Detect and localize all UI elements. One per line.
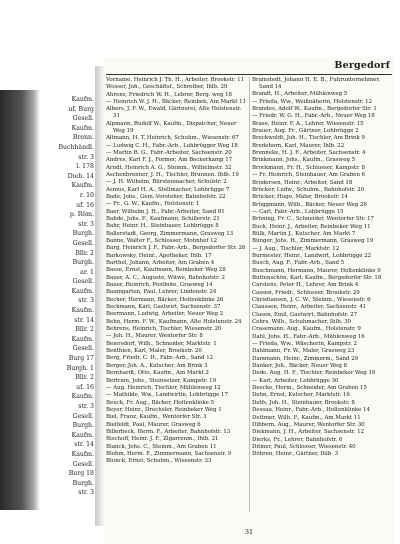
directory-entry: Brücker, Hugo, Maler, Brookstr. 14	[252, 194, 348, 201]
directory-entry: Breckwoldt, Joh. H., Tischler, Am Brink 9	[252, 135, 365, 142]
directory-entry: Beiersdorf, Wilh., Schneider, Marktstr. 1	[106, 340, 217, 347]
directory-entry: Brandes, Adolf W., Kaufm., Bergedorfer Str. 1	[252, 106, 377, 113]
fragment-line: str. 3	[78, 489, 94, 497]
directory-entry: Bülk, Martin J., Kutscher, Am Markt 7	[252, 230, 356, 237]
directory-entry: Dammann, Heinr., Zimmerm., Sand 29	[252, 355, 359, 362]
fragment-line: Kaufm.	[71, 450, 94, 458]
fragment-line: Kaufm.	[71, 96, 94, 103]
directory-entry: Barg, Heinrich J. F., Fabr.-Arb., Bergedorfer Str. 26	[106, 245, 246, 252]
directory-entry: Christiansen, J. C. W., Steinm., Wiesenstr. 6	[252, 297, 371, 304]
directory-page	[104, 58, 394, 544]
fragment-line: Kaufm.	[71, 335, 94, 343]
fragment-line: Dieb. 14	[67, 172, 94, 180]
fragment-line: Kaufm.	[71, 393, 94, 401]
directory-entry: Blanck, Johs. C., Steinm., Am Graben 11	[106, 443, 217, 450]
scan-shadow	[0, 90, 40, 510]
directory-entry: Billerbeck, Herm. F., Arbeiter, Bahnhofstr. 13	[106, 428, 231, 435]
directory-entry: Dibbern, Aug., Maurer, Wentorfer Str. 30	[252, 421, 365, 428]
fragment-line: Burgh.	[72, 259, 94, 267]
directory-entry: Barkowsky, Heinr., Apotheker, Ihlb. 17	[106, 252, 212, 259]
fragment-line: Kaufm.	[71, 287, 94, 295]
fragment-line: str. 3	[78, 220, 94, 228]
fragment-line: Burgh.	[72, 422, 94, 430]
fragment-line: uf. 16	[76, 201, 94, 209]
left-column	[106, 77, 248, 517]
directory-entry: Clasen, Emil, Gastwirt, Bahnhofstr. 27	[252, 311, 358, 318]
directory-entry: Döhren, Heinr., Gärtner, Ihlb. 3	[252, 451, 339, 458]
fragment-line: ar. 1	[80, 268, 94, 276]
fragment-line: Bllr. 2	[75, 374, 94, 382]
directory-entry: Ballerstadt, Georg, Zimmermann, Grasweg 13	[106, 230, 234, 237]
fragment-line: Burgh.	[72, 479, 94, 487]
directory-entry: — Fr. Heinrich, Steinhauer, Am Graben 6	[252, 172, 365, 179]
directory-entry: — Joh. H., Maurer, Wentorfer Str. 8	[106, 333, 203, 340]
directory-entry: Claussen, Heinr., Arbeiter, Sachsenstr. 41	[252, 304, 367, 311]
directory-entry: Cohrs, Wilh., Schuhmacher, Ihlb. 30	[252, 319, 351, 326]
directory-entry: Bielfeldt, Paul, Maurer, Grasweg 6	[106, 421, 201, 428]
adjacent-page-fragment	[40, 95, 96, 505]
directory-entry: Carstens, Peter H., Lehrer, Am Brink 4	[252, 282, 359, 289]
directory-entry: — Frieda, Ww., Wäscherin, Kampstr. 2	[252, 341, 357, 348]
directory-entry: — Ludwig C. H., Fabr.-Arb., Lohbrügger Weg 18	[106, 142, 238, 149]
directory-entry: Barthel, Johann, Arbeiter, Am Graben 4	[106, 260, 215, 266]
directory-entry: Brodersen, Heinr., Arbeiter, Sand 18	[252, 179, 353, 186]
fragment-line: Bllr. 2	[75, 326, 94, 334]
directory-entry: — Carl, Fabr.-Arb., Lohbrügge 15	[252, 208, 344, 215]
directory-entry: Blunck, Ernst, Schuhm., Wiesenstr. 33	[106, 458, 212, 465]
directory-entry: Bahr, Heinr. H., Steinhauer, Lohbrügge 8	[106, 223, 219, 230]
directory-entry: — Friedr. W. G. H., Fabr.-Arb., Neuer Weg 18	[252, 113, 375, 120]
header-rule	[106, 74, 392, 75]
directory-entry: Buttenschön, Karl, Kaufm., Bergedorfer Str. 18	[252, 274, 382, 281]
fragment-line: p. Röm.	[69, 211, 94, 219]
column-divider	[249, 77, 250, 512]
directory-entry: Bahde, Johs. F., Kaufmann, Schillerstr. 21	[106, 215, 220, 222]
fragment-line: Kaufm.	[71, 307, 94, 315]
directory-entry: Bauer, A. C., Auguste, Witwe, Bahnhofstr. 2	[106, 274, 225, 281]
fragment-line: uf. Burg	[68, 105, 94, 113]
directory-entry: Dierks, Fr., Lehrer, Bahnhofstr. 6	[252, 436, 343, 443]
fragment-line: Gesell.	[72, 239, 94, 247]
directory-entry: Becker, Hermann, Bäcker, Holtenklinke 26	[106, 296, 224, 303]
fragment-line: Kaufm.	[71, 431, 94, 439]
fragment-line: Gesell.	[72, 412, 94, 420]
directory-entry: — J. Aug., Tischler, Marktstr. 12	[252, 245, 340, 252]
directory-entry: Bramstedt, Johann H. E. B., Fuhrunternehmer, Sand 14	[252, 77, 381, 91]
directory-entry: Bauer, Heinrich, Postbote, Grasweg 14	[106, 282, 213, 289]
directory-entry: Arndt, Heinrich A. G., Steinm., Wilhelmstr. 32	[106, 164, 232, 171]
directory-entry: Beckmann, Karl, Gastwirt, Sachsenstr. 37	[106, 304, 221, 311]
page-number: 31	[244, 528, 254, 536]
directory-entry: Beyer, Heinr., Drechsler, Reinbeker Weg 1	[106, 406, 222, 413]
directory-entry: Berger, Joh. A., Kutscher, Am Brink 3	[106, 362, 208, 369]
directory-entry: Behrens, Heinrich, Tischler, Wiesenstr. 20	[106, 326, 222, 333]
directory-entry: Alpmann, Rudolf W., Kaufm., Dispatcher, Neuer Weg 19	[106, 120, 237, 134]
directory-entry: Brase, Heinr. F. A., Lehrer, Wiesenstr. 15	[252, 120, 364, 127]
directory-entry: Albers, J. F. W., Ewald, Gärtnerei, Alte Holstenstr. 31	[106, 106, 242, 120]
directory-entry: Behn, Herm. F. W., Kaufmann, Alte Holstenstr. 24	[106, 318, 242, 325]
directory-entry: Aschenbrenner, J. H., Tischler, Brunnen. Ihlb. 19	[106, 171, 239, 178]
directory-entry: Buschmann, Hermann, Maurer, Holtenklinke 9	[252, 267, 381, 274]
directory-entry: — Fr., G. W., Kaufm., Holstenstr. 1	[106, 201, 200, 208]
directory-entry: Ahrens, Friedrich W. H., Lehrer, Berg. weg 18	[106, 91, 233, 98]
directory-entry: Bade, Johs., Gem.-Vorsteher, Bahnhofstr. 22	[106, 193, 226, 200]
directory-entry: Asmus, Karl H. A., Stellmacher, Lohbrügge 7	[106, 186, 230, 193]
directory-entry: Danker, Joh., Bäcker, Neuer Weg 8	[252, 363, 347, 370]
fragment-line: Gesell.	[72, 278, 94, 286]
directory-entry: Bröcker, Ludw., Schuhm., Bahnhofstr. 20	[252, 186, 365, 193]
directory-entry: Blohm, Herm. F., Zimmermann, Sachsenstr. 9	[106, 450, 232, 457]
directory-entry: Brockmann, Fr. H., Schlosser, Kampstr. 8	[252, 164, 365, 171]
directory-entry: Benthien, Karl, Maler, Brookstr. 20	[106, 348, 202, 355]
directory-entry: Bischoff, Heinr. J. F., Zigarrenm., Ihlb. 21	[106, 436, 219, 443]
directory-entry: Basse, Ernst, Kaufmann, Reinbeker Weg 28	[106, 267, 226, 274]
fragment-line: Bllr. 2	[75, 249, 94, 257]
directory-entry: Bernhardt, Otto, Kaufm., Am Markt 2	[106, 370, 209, 377]
directory-entry: Bünger, Johs. H., Zimmermann, Grasweg 19	[252, 238, 374, 245]
directory-entry: — Mathilde, Ww., Landwirtin, Lohbrügge 17	[106, 392, 228, 399]
fragment-line: Burg 18	[68, 470, 94, 478]
directory-entry: Berg, Friedr. C. H., Fabr.-Arb., Sand 12	[106, 355, 214, 362]
directory-entry: Bredehorn, Karl, Maurer, Ihlb. 22	[252, 142, 345, 149]
directory-entry: — J. H. Wilhelm, Bürstenmacher, Schulstr. 2	[106, 179, 227, 186]
page-header	[104, 60, 394, 74]
fragment-line: Buchhändl.	[58, 143, 94, 151]
page-title: Bergedorf	[334, 60, 390, 71]
directory-entry: Delfs, Joh. H., Steinhauer, Brookstr. 8	[252, 399, 355, 406]
fragment-line: Burgh.	[72, 230, 94, 238]
directory-entry: Brenneke, H. J. F., Arbeiter, Sachsenstr. 4	[252, 150, 366, 157]
directory-entry: Ditmer, Paul, Schlosser, Wiesenstr. 40	[252, 443, 356, 450]
fragment-line: Gesell.	[72, 345, 94, 353]
directory-entry: Cassen, Friedr., Schlosser, Brookstr. 29	[252, 289, 360, 296]
directory-entry: — Aug. Heinrich, Tischler, Mühlenweg 12	[106, 384, 221, 391]
directory-entry: Brüggmann, Wilh., Bäcker, Neuer Weg 26	[252, 201, 367, 208]
directory-entry: Dahl, Johs. H., Fabr.-Arb., Mühlenweg 16	[252, 333, 365, 340]
directory-entry: Dettmer, Wilh. F., Kaufm., Am Markt 11	[252, 414, 361, 421]
directory-entry: — Heinrich W. J. H., Bäcker, Reinbek, Am Markt 11	[106, 99, 246, 106]
directory-entry: Beuck, Fr. Aug., Bäcker, Holtenklinke 5	[106, 399, 215, 406]
directory-entry: — Frieda, Ww., Weißnäherin, Holstenstr. 12	[252, 98, 373, 105]
directory-entry: Banne, Walter F., Schlosser, Mohnhof 12	[106, 237, 218, 244]
directory-entry: Brinkmann, Johs., Kaufm., Grasweg 5	[252, 157, 356, 164]
directory-entry: — Martin R. G., Fabr.-Arbeiter, Sachsenstr. 20	[106, 149, 232, 156]
directory-entry: Brüning, Fr. C., Schneider, Wentorfer Str. 17	[252, 216, 374, 223]
directory-entry: Altmann, H. T. Heinrich, Schuhm., Wiesenstr. 67	[106, 135, 239, 142]
fragment-line: str. 14	[74, 316, 94, 324]
directory-entry: Beermann, Ludwig, Arbeiter, Neuer Weg 2	[106, 311, 224, 318]
directory-entry: Dehn, Ernst, Kutscher, Marktstr. 16	[252, 392, 350, 399]
fragment-line: str. 3	[78, 297, 94, 305]
fragment-line: r. 10	[79, 191, 94, 199]
directory-entry: Baer, Wilhelm J. H., Fabr.-Arbeiter, Sand 81	[106, 208, 225, 215]
directory-entry: Brandt, H., Arbeiter, Mühlenweg 5	[252, 91, 348, 98]
directory-entry: Bertram, Johs., Steinsetzer, Kampstr. 19	[106, 377, 217, 384]
fragment-line: Burgh. 1	[66, 364, 94, 372]
directory-entry: Deecke, Herm., Schneider, Am Graben 15	[252, 385, 367, 392]
fragment-line: Brenn.	[72, 134, 94, 142]
fragment-line: Gesell.	[72, 460, 94, 468]
fragment-line: Gesell.	[72, 115, 94, 123]
fragment-line: str. 3	[78, 403, 94, 410]
directory-entry: Busch, Aug. F., Fabr.-Arb., Sand 5	[252, 260, 345, 267]
directory-entry: — Karl, Arbeiter, Lohbrügge 30	[252, 377, 339, 384]
directory-entry: Biel, Franz, Kaufm., Wentorfer Str. 3	[106, 414, 207, 421]
fragment-line: Burg 17	[68, 355, 94, 363]
directory-entry: Burmester, Heinr., Landwirt, Lohbrügge 22	[252, 252, 372, 259]
directory-entry: Wosser, Joh., Geschäftsf., Schreiber, Ihlb. 29	[106, 84, 228, 91]
fragment-line: Kaufm.	[71, 182, 94, 190]
directory-entry: Diekmann, J. H., Arbeiter, Sachsenstr. 12	[252, 429, 365, 436]
fragment-line: Kaufm.	[71, 124, 94, 132]
right-column	[252, 77, 394, 517]
directory-entry: Dede, Aug. H. F., Tischler, Reinbeker Weg 19	[252, 370, 376, 377]
directory-entry: Baumgarten, Paul, Lehrer, Lindenstr. 24	[106, 289, 217, 296]
directory-entry: Brauer, Aug. Fr., Gärtner, Lohbrügge 2	[252, 128, 359, 135]
directory-entry: Crasemann, Aug., Kaufm., Holstenstr. 9	[252, 326, 361, 333]
directory-entry: Dessau, Heinr., Fabr.-Arb., Holtenklinke 14	[252, 407, 370, 414]
directory-entry: Vorname, Heinrich J. Th. H., Arbeiter, Brookstr. 11	[106, 77, 245, 83]
fragment-line: uf. 16	[76, 383, 94, 391]
directory-entry: Buck, Heinr. J., Arbeiter, Reinbeker Weg 11	[252, 223, 371, 230]
directory-entry: Dahlmann, Fr. W., Maler, Grasweg 23	[252, 348, 355, 355]
fragment-line: str. 3	[78, 153, 94, 161]
fragment-line: l. 178	[76, 163, 94, 171]
fragment-line: str. 14	[74, 441, 94, 449]
directory-entry: Andres, Karl F. J., Former, Am Beckerkamp 17	[106, 157, 233, 164]
